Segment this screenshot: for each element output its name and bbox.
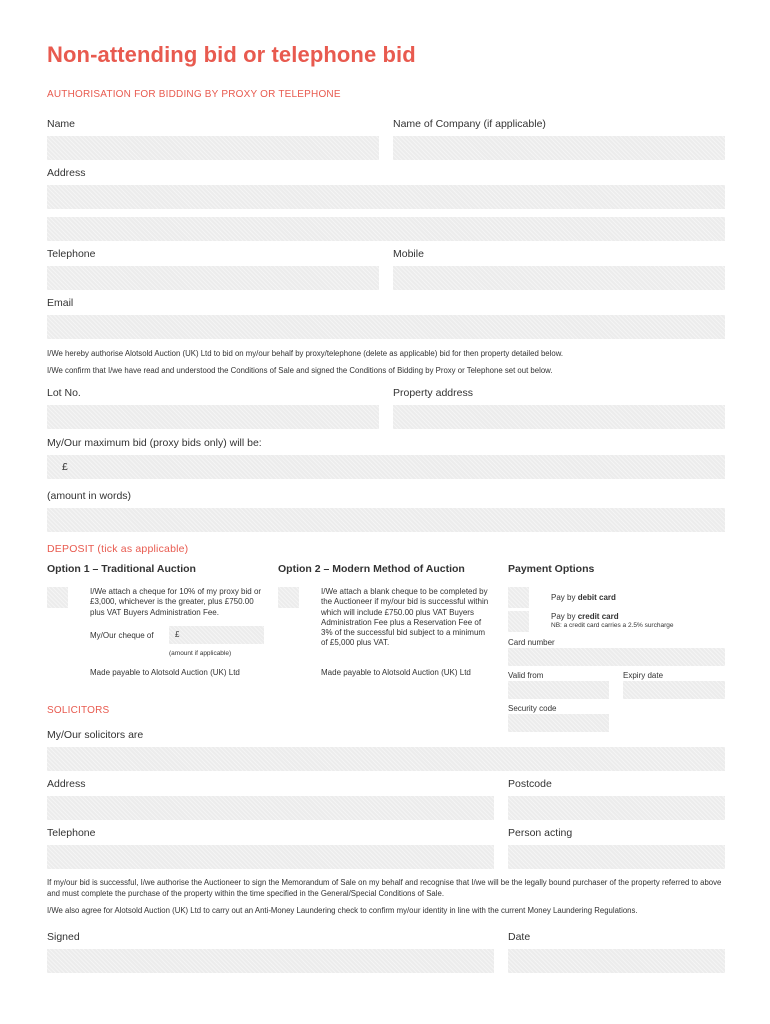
solicitor-address-field[interactable] bbox=[47, 796, 494, 820]
solicitors-field[interactable] bbox=[47, 747, 725, 771]
company-label: Name of Company (if applicable) bbox=[393, 118, 546, 130]
lot-no-label: Lot No. bbox=[47, 387, 81, 399]
cheque-label: My/Our cheque of bbox=[90, 631, 154, 640]
cheque-amount-field[interactable] bbox=[169, 626, 264, 644]
lot-no-field[interactable] bbox=[47, 405, 379, 429]
option1-payable: Made payable to Alotsold Auction (UK) Ltd bbox=[90, 668, 240, 677]
confirm-text: I/We confirm that I/we have read and understood the Conditions of Sale and signed the Conditions of Bidding by Proxy or Telephone set out below. bbox=[47, 366, 553, 375]
debit-card-label: Pay by debit card bbox=[551, 593, 616, 602]
option1-checkbox[interactable] bbox=[47, 587, 68, 608]
cheque-currency: £ bbox=[175, 630, 180, 639]
telephone-field[interactable] bbox=[47, 266, 379, 290]
aml-text: I/We also agree for Alotsold Auction (UK) Ltd to carry out an Anti-Money Laundering check to confirm my/our identity in line with the current Money Laundering Regulations. bbox=[47, 906, 638, 915]
option1-title: Option 1 – Traditional Auction bbox=[47, 563, 196, 575]
option2-title: Option 2 – Modern Method of Auction bbox=[278, 563, 465, 575]
solicitors-label: My/Our solicitors are bbox=[47, 729, 144, 741]
max-bid-field[interactable] bbox=[47, 455, 725, 479]
signed-label: Signed bbox=[47, 931, 80, 943]
person-acting-field[interactable] bbox=[508, 845, 725, 869]
name-label: Name bbox=[47, 118, 76, 130]
solicitors-heading: SOLICITORS bbox=[47, 705, 110, 716]
deposit-heading: DEPOSIT (tick as applicable) bbox=[47, 543, 189, 555]
security-code-field[interactable] bbox=[508, 714, 609, 732]
date-field[interactable] bbox=[508, 949, 725, 973]
amount-words-label: (amount in words) bbox=[47, 490, 132, 502]
email-label: Email bbox=[47, 297, 74, 309]
card-number-label: Card number bbox=[508, 638, 555, 647]
property-address-field[interactable] bbox=[393, 405, 725, 429]
credit-card-label: Pay by credit card bbox=[551, 612, 619, 621]
option1-text: I/We attach a cheque for 10% of my proxy bid or £3,000, whichever is the greater, plus £750.00 plus VAT Buyers Administration Fee. bbox=[90, 587, 262, 617]
option2-payable: Made payable to Alotsold Auction (UK) Ltd bbox=[321, 668, 471, 677]
max-bid-label: My/Our maximum bid (proxy bids only) will be: bbox=[47, 437, 262, 449]
option2-text: I/We attach a blank cheque to be completed by the Auctioneer if my/our bid is successful within which will include £750.00 plus VAT Buyers Administration Fee plus a Reservation Fee of 3% of the successful bid subject to a minimum of £5,000 plus VAT. bbox=[321, 587, 489, 648]
debit-card-checkbox[interactable] bbox=[508, 587, 529, 608]
mobile-label: Mobile bbox=[393, 248, 424, 260]
authorise-text: I/We hereby authorise Alotsold Auction (UK) Ltd to bid on my/our behalf by proxy/telephone (delete as applicable) bid for then property detailed below. bbox=[47, 349, 564, 358]
solicitor-telephone-label: Telephone bbox=[47, 827, 96, 839]
auth-heading: AUTHORISATION FOR BIDDING BY PROXY OR TELEPHONE bbox=[47, 89, 341, 100]
person-acting-label: Person acting bbox=[508, 827, 573, 839]
currency-symbol: £ bbox=[62, 461, 68, 473]
mobile-field[interactable] bbox=[393, 266, 725, 290]
valid-from-field[interactable] bbox=[508, 681, 609, 699]
expiry-date-label: Expiry date bbox=[623, 671, 664, 680]
card-number-field[interactable] bbox=[508, 648, 725, 666]
email-field[interactable] bbox=[47, 315, 725, 339]
date-label: Date bbox=[508, 931, 531, 943]
valid-from-label: Valid from bbox=[508, 671, 544, 680]
solicitor-telephone-field[interactable] bbox=[47, 845, 494, 869]
company-field[interactable] bbox=[393, 136, 725, 160]
security-code-label: Security code bbox=[508, 704, 557, 713]
option2-checkbox[interactable] bbox=[278, 587, 299, 608]
payment-options-title: Payment Options bbox=[508, 563, 595, 575]
success-authorisation-text: If my/our bid is successful, I/we authorise the Auctioneer to sign the Memorandum of Sale on my behalf and recognise that I/we will be the legally bound purchaser of the property referred to above and must complete the purchase of the property within the time specified in the General/Special Conditions of Sale. bbox=[47, 878, 722, 898]
credit-card-checkbox[interactable] bbox=[508, 611, 529, 632]
telephone-label: Telephone bbox=[47, 248, 96, 260]
postcode-label: Postcode bbox=[508, 778, 552, 790]
signature-field[interactable] bbox=[47, 949, 494, 973]
address-field-line1[interactable] bbox=[47, 185, 725, 209]
solicitor-address-label: Address bbox=[47, 778, 86, 790]
page-title: Non-attending bid or telephone bid bbox=[47, 42, 416, 67]
expiry-date-field[interactable] bbox=[623, 681, 725, 699]
address-label: Address bbox=[47, 167, 86, 179]
amount-words-field[interactable] bbox=[47, 508, 725, 532]
credit-card-note: NB: a credit card carries a 2.5% surcharge bbox=[551, 622, 674, 629]
address-field-line2[interactable] bbox=[47, 217, 725, 241]
amount-note: (amount if applicable) bbox=[169, 650, 232, 657]
name-field[interactable] bbox=[47, 136, 379, 160]
postcode-field[interactable] bbox=[508, 796, 725, 820]
property-address-label: Property address bbox=[393, 387, 473, 399]
